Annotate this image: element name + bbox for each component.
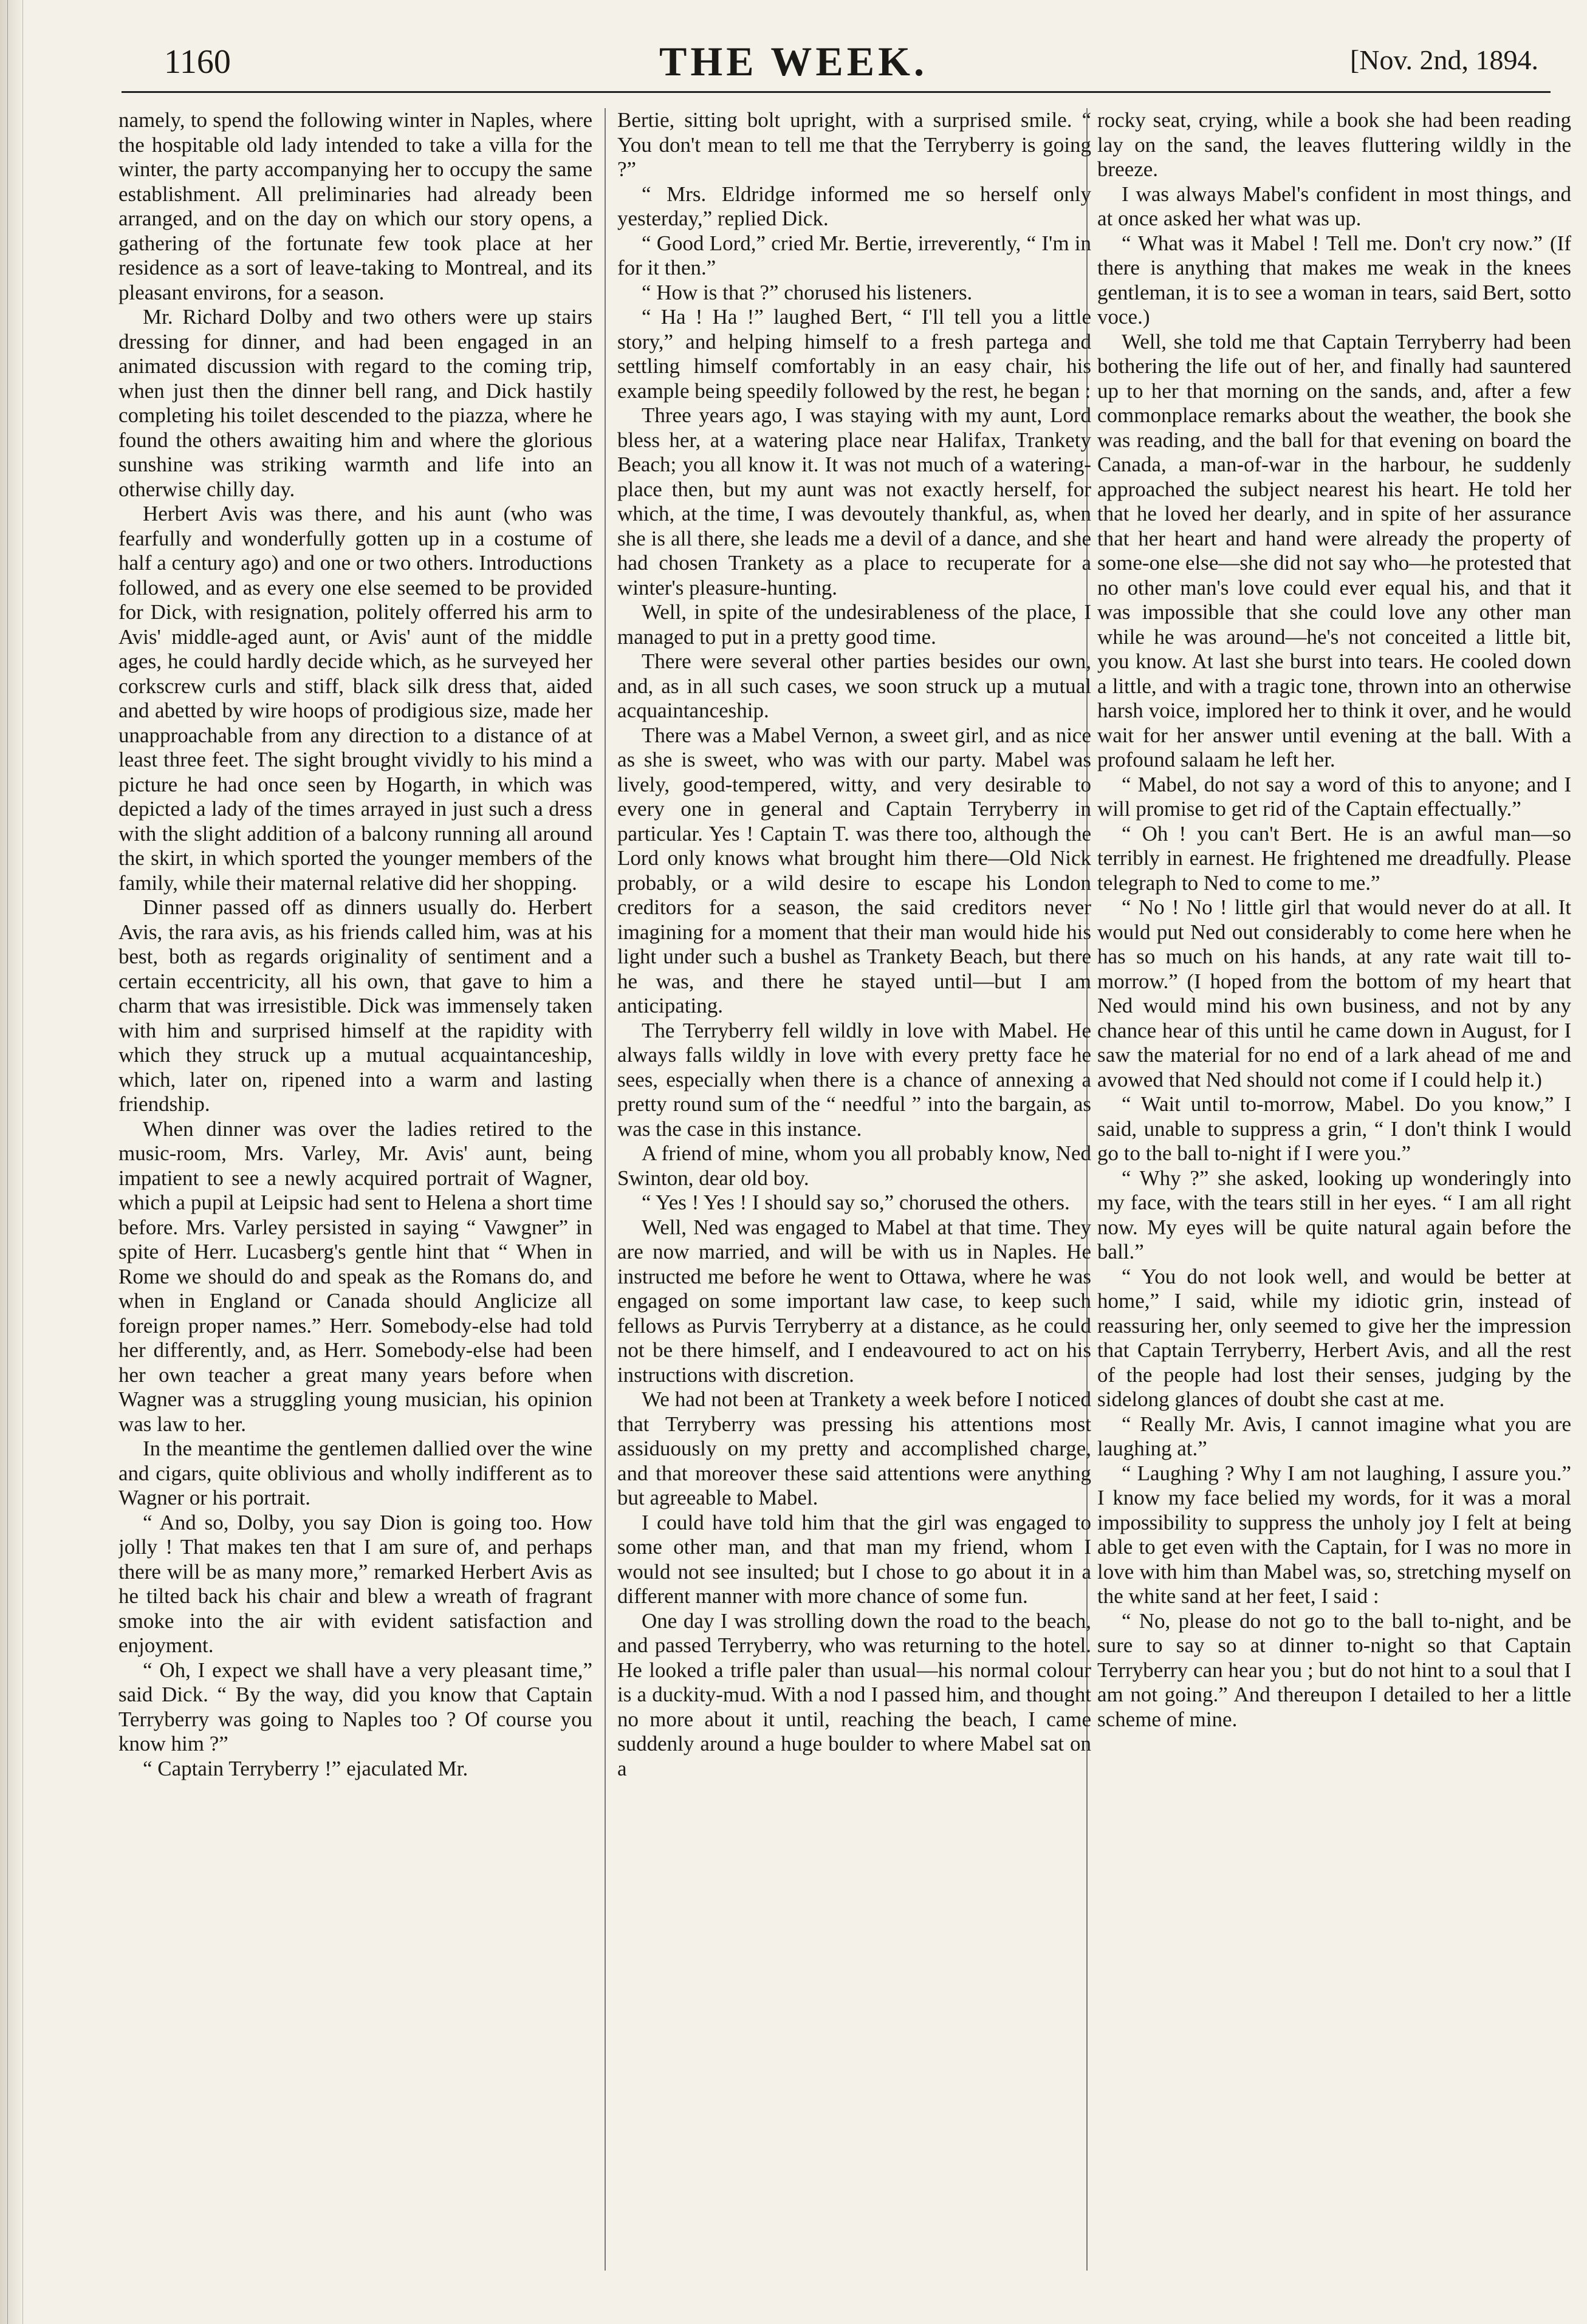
paragraph: “ No, please do not go to the ball to-night, and be sure to say so at dinner to-night so that Captain Terryberry can hear you ; but do not hint to a soul that I am not going.” And thereupon I detailed to her a little scheme of mine. bbox=[1097, 1608, 1571, 1731]
text-column-2 bbox=[617, 108, 1091, 2307]
paragraph: Well, Ned was engaged to Mabel at that time. They are now married, and will be with us in Naples. He instructed me before he went to Ottawa, where he was engaged on some important law case, to keep such fellows as Purvis Terryberry at a distance, as he could not be there himself, and I endeavoured to act on his instructions with discretion. bbox=[617, 1215, 1091, 1387]
paragraph: We had not been at Trankety a week before I noticed that Terryberry was pressing his attentions most assiduously on my pretty and accomplished charge, and that moreover these said attentions were anything but agreeable to Mabel. bbox=[617, 1387, 1091, 1509]
paragraph: “ Oh ! you can't Bert. He is an awful man—so terribly in earnest. He frightened me dreadfully. Please telegraph to Ned to come to me.” bbox=[1097, 821, 1571, 895]
paragraph: “ And so, Dolby, you say Dion is going too. How jolly ! That makes ten that I am sure of, and perhaps there will be as many more,” remarked Herbert Avis as he tilted back his chair and blew a wreath of fragrant smoke into the air with evident satisfaction and enjoyment. bbox=[118, 1510, 592, 1657]
paragraph: “ Yes ! Yes ! I should say so,” chorused the others. bbox=[642, 1191, 1070, 1214]
paragraph: “ Really Mr. Avis, I cannot imagine what you are laughing at.” bbox=[1097, 1412, 1571, 1460]
paragraph: Three years ago, I was staying with my aunt, Lord bless her, at a watering place near Halifax, Trankety Beach; you all know it. It was not much of a watering-place then, but my aunt was not exactly herself, for which, at the time, I was devoutely thankful, as, when she is all there, she leads me a devil of a dance, and she had chosen Trankety as a place to recuperate for a winter's pleasure-hunting. bbox=[617, 403, 1091, 600]
paragraph: I could have told him that the girl was engaged to some other man, and that man my friend, whom I would not see insulted; but I chose to go about it in a different manner with more chance of some fun. bbox=[617, 1510, 1091, 1608]
paragraph: “ Captain Terryberry !” ejaculated Mr. bbox=[143, 1756, 468, 1780]
column-divider-1 bbox=[605, 108, 606, 2271]
paragraph: When dinner was over the ladies retired to the music-room, Mrs. Varley, Mr. Avis' aunt, being impatient to see a newly acquired portrait of Wagner, which a pupil at Leipsic had sent to Helena a short time before. Mrs. Varley persisted in saying “ Vawgner” in spite of Herr. Lucasberg's gentle hint that “ When in Rome we should do and speak as the Romans do, and when in England or Canada should Anglicize all foreign proper names.” Herr. Somebody-else had told her differently, and, as Herr. Somebody-else had been her own teacher a great many years before when Wagner was a struggling young musician, his opinion was law to her. bbox=[118, 1116, 592, 1436]
paragraph: “ Why ?” she asked, looking up wonderingly into my face, with the tears still in her eyes. “ I am all right now. My eyes will be quite natural again before the ball.” bbox=[1097, 1166, 1571, 1263]
publication-title: THE WEEK. bbox=[659, 38, 928, 84]
page-header bbox=[0, 0, 1587, 91]
paragraph: “ Oh, I expect we shall have a very pleasant time,” said Dick. “ By the way, did you know that Captain Terryberry was going to Naples too ? Of course you know him ?” bbox=[118, 1658, 592, 1755]
paragraph: The Terryberry fell wildly in love with Mabel. He always falls wildly in love with every pretty face he sees, especially when there is a chance of annexing a pretty round sum of the “ needful ” into the bargain, as was the case in this instance. bbox=[617, 1018, 1091, 1141]
binding-rules bbox=[7, 0, 23, 2324]
paragraph: “ What was it Mabel ! Tell me. Don't cry now.” (If there is anything that makes me weak in the knees gentleman, it is to see a woman in tears, said Bert, sotto voce.) bbox=[1097, 231, 1571, 329]
text-column-3 bbox=[1097, 108, 1571, 2307]
paragraph: Herbert Avis was there, and his aunt (who was fearfully and wonderfully gotten up in a costume of half a century ago) and one or two others. Introductions followed, and as every one else seemed to be provided for Dick, with resignation, politely offerred his arm to Avis' middle-aged aunt, or Avis' aunt of the middle ages, he could hardly decide which, as he surveyed her corkscrew curls and stiff, black silk dress that, aided and abetted by wire hoops of prodigious size, made her unapproachable from any direction to a distance of at least three feet. The sight brought vividly to his mind a picture he had once seen by Hogarth, in which was depicted a lady of the times arrayed in just such a dress with the slight addition of a balcony running all around the skirt, in which sported the younger members of the family, while their maternal relative did her shopping. bbox=[118, 502, 592, 895]
issue-date: [Nov. 2nd, 1894. bbox=[1349, 44, 1538, 75]
paragraph: Dinner passed off as dinners usually do. Herbert Avis, the rara avis, as his friends called him, was at his best, both as regards originality of sentiment and a certain eccentricity, all his own, that gave to him a charm that was irresistible. Dick was immensely taken with him and surprised himself at the rapidity with which they struck up a mutual acquaintanceship, which, later on, ripened into a warm and lasting friendship. bbox=[118, 895, 592, 1116]
paragraph: rocky seat, crying, while a book she had been reading lay on the sand, the leaves fluttering wildly in the breeze. bbox=[1097, 108, 1571, 181]
paragraph: Well, she told me that Captain Terryberry had been bothering the life out of her, and finally had sauntered up to her that morning on the sands, and, after a few commonplace remarks about the weather, the book she was reading, and the ball for that evening on board the Canada, a man-of-war in the harbour, he suddenly approached the subject nearest his heart. He told her that he loved her dearly, and in spite of her assurance that her heart and hand were already the property of some-one else—she did not say who—he protested that no other man's love could ever equal his, and that it was impossible that she could love any other man while he was around—he's not conceited a little bit, you know. At last she burst into tears. He cooled down a little, and with a tragic tone, thrown into an otherwise harsh voice, implored her to think it over, and he would wait for her answer until evening at the ball. With a profound salaam he left her. bbox=[1097, 329, 1571, 771]
paragraph: Mr. Richard Dolby and two others were up stairs dressing for dinner, and had been engaged in an animated discussion with regard to the coming trip, when just then the dinner bell rang, and Dick hastily completing his toilet descended to the piazza, where he found the others awaiting him and where the glorious sunshine was striking warmth and life into an otherwise chilly day. bbox=[118, 305, 592, 501]
paragraph: “ How is that ?” chorused his listeners. bbox=[642, 280, 973, 304]
paragraph: A friend of mine, whom you all probably know, Ned Swinton, dear old boy. bbox=[617, 1141, 1091, 1190]
paragraph: There were several other parties besides our own, and, as in all such cases, we soon struck up a mutual acquaintanceship. bbox=[617, 649, 1091, 722]
text-column-1 bbox=[118, 108, 592, 2307]
paragraph: “ No ! No ! little girl that would never do at all. It would put Ned out considerably to come here when he has so much on his hands, at any rate wait till to-morrow.” (I hoped from the bottom of my heart that Ned would mind his own business, and not by any chance hear of this until he came down in August, for I saw the material for no end of a lark ahead of me and avowed that Ned should not come if I could help it.) bbox=[1097, 895, 1571, 1092]
paragraph: “ You do not look well, and would be better at home,” I said, while my idiotic grin, instead of reassuring her, only seemed to give her the impression that Captain Terryberry, Herbert Avis, and all the rest of the people had lost their senses, judging by the sidelong glances of doubt she cast at me. bbox=[1097, 1264, 1571, 1411]
paragraph: namely, to spend the following winter in Naples, where the hospitable old lady intended to take a villa for the winter, the party accompanying her to occupy the same establishment. All preliminaries had already been arranged, and on the day on which our story opens, a gathering of the fortunate few took place at her residence as a sort of leave-taking to Montreal, and its pleasant environs, for a season. bbox=[118, 108, 592, 304]
paragraph: “ Laughing ? Why I am not laughing, I assure you.” I know my face belied my words, for it was a moral impossibility to suppress the unholy joy I felt at being able to get even with the Captain, for I was no more in love with him than Mabel was, so, stretching myself on the white sand at her feet, I said : bbox=[1097, 1461, 1571, 1608]
paragraph: “ Mabel, do not say a word of this to anyone; and I will promise to get rid of the Captain effectually.” bbox=[1097, 772, 1571, 821]
paragraph: “ Wait until to-morrow, Mabel. Do you know,” I said, unable to suppress a grin, “ I don't think I would go to the ball to-night if I were you.” bbox=[1097, 1092, 1571, 1165]
paragraph: “ Mrs. Eldridge informed me so herself only yesterday,” replied Dick. bbox=[617, 182, 1091, 230]
paragraph: There was a Mabel Vernon, a sweet girl, and as nice as she is sweet, who was with our party. Mabel was lively, good-tempered, witty, and very desirable to every one in general and Captain Terryberry in particular. Yes ! Captain T. was there too, although the Lord only knows what brought him there—Old Nick probably, or a wild desire to escape his London creditors for a season, the said creditors never imagining for a moment that their man would hide his light under such a bushel as Trankety Beach, but there he was, and there he stayed until—but I am anticipating. bbox=[617, 723, 1091, 1017]
header-rule bbox=[122, 91, 1551, 93]
paragraph: Well, in spite of the undesirableness of the place, I managed to put in a pretty good time. bbox=[617, 600, 1091, 649]
page-binding-edge bbox=[0, 0, 24, 2324]
paragraph: “ Ha ! Ha !” laughed Bert, “ I'll tell you a little story,” and helping himself to a fresh partega and settling himself comfortably in an easy chair, his example being speedily followed by the rest, he began : bbox=[617, 305, 1091, 403]
paragraph: In the meantime the gentlemen dallied over the wine and cigars, quite oblivious and wholly indifferent as to Wagner or his portrait. bbox=[118, 1437, 592, 1509]
page-number: 1160 bbox=[164, 43, 231, 81]
paragraph: One day I was strolling down the road to the beach, and passed Terryberry, who was returning to the hotel. He looked a trifle paler than usual—his normal colour is a duckity-mud. With a nod I passed him, and thought no more about it until, reaching the beach, I came suddenly around a huge boulder to where Mabel sat on a bbox=[617, 1608, 1091, 1780]
paragraph: “ Good Lord,” cried Mr. Bertie, irreverently, “ I'm in for it then.” bbox=[617, 231, 1091, 279]
paragraph: Bertie, sitting bolt upright, with a surprised smile. “ You don't mean to tell me that the Terryberry is going ?” bbox=[617, 108, 1091, 181]
paragraph: I was always Mabel's confident in most things, and at once asked her what was up. bbox=[1097, 182, 1571, 230]
